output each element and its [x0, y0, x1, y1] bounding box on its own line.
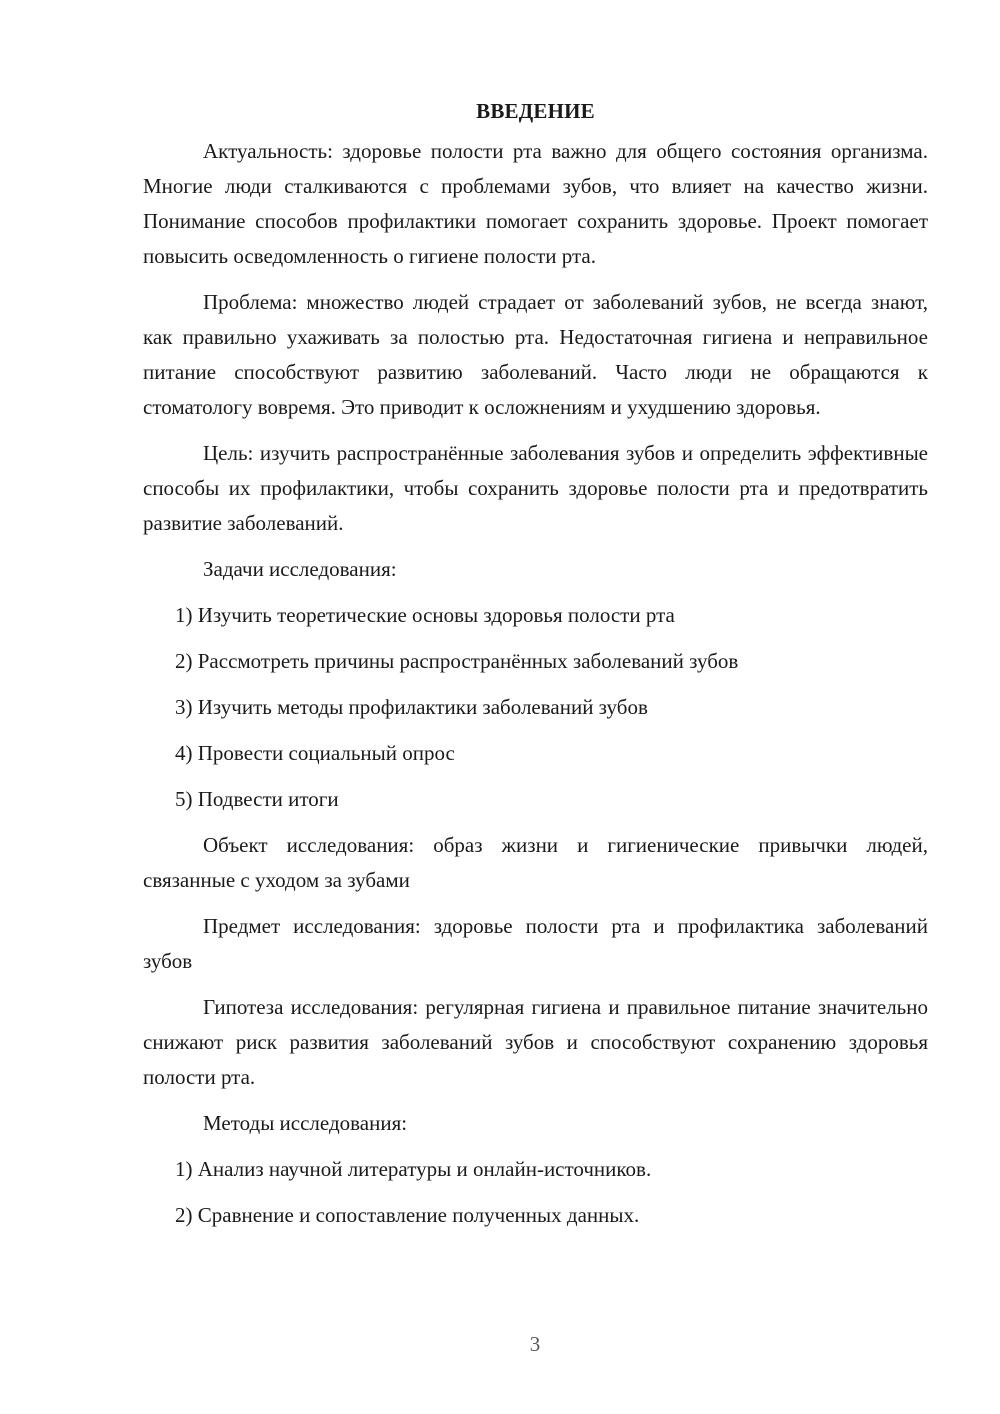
problem-paragraph: Проблема: множество людей страдает от заболеваний зубов, не всегда знают, как правильно ухаживать за полостью рта. Недостаточная гигиена и неправильное питание способствуют развитию заболеваний. Часто люди не обращаются к стоматологу вовремя. Это приводит к осложнениям и ухудшению здоровья.	[143, 290, 928, 419]
list-item: 4) Провести социальный опрос	[175, 741, 455, 765]
list-item: 1) Изучить теоретические основы здоровья полости рта	[175, 603, 675, 627]
goal-paragraph: Цель: изучить распространённые заболевания зубов и определить эффективные способы их профилактики, чтобы сохранить здоровье полости рта и предотвратить развитие заболеваний.	[143, 441, 928, 535]
relevance-paragraph: Актуальность: здоровье полости рта важно для общего состояния организма. Многие люди сталкиваются с проблемами зубов, что влияет на качество жизни. Понимание способов профилактики помогает сохранить здоровье. Проект помогает повысить осведомленность о гигиене полости рта.	[143, 139, 928, 268]
list-item: 2) Сравнение и сопоставление полученных данных.	[175, 1203, 640, 1227]
subject-paragraph: Предмет исследования: здоровье полости рта и профилактика заболеваний зубов	[143, 914, 928, 973]
document-page	[143, 94, 928, 1244]
page-number: 3	[529, 1332, 541, 1356]
list-item: 2) Рассмотреть причины распространённых заболеваний зубов	[175, 649, 739, 673]
list-item: 3) Изучить методы профилактики заболеваний зубов	[175, 695, 648, 719]
methods-heading: Методы исследования:	[203, 1111, 408, 1135]
object-paragraph: Объект исследования: образ жизни и гигиенические привычки людей, связанные с уходом за зубами	[143, 833, 928, 892]
tasks-list	[143, 598, 928, 817]
list-item: 5) Подвести итоги	[175, 787, 339, 811]
tasks-heading: Задачи исследования:	[203, 557, 397, 581]
hypothesis-paragraph: Гипотеза исследования: регулярная гигиена и правильное питание значительно снижают риск развития заболеваний зубов и способствуют сохранению здоровья полости рта.	[143, 995, 928, 1089]
list-item: 1) Анализ научной литературы и онлайн-источников.	[175, 1157, 652, 1181]
page-title: ВВЕДЕНИЕ	[476, 99, 595, 123]
methods-list	[143, 1152, 928, 1233]
